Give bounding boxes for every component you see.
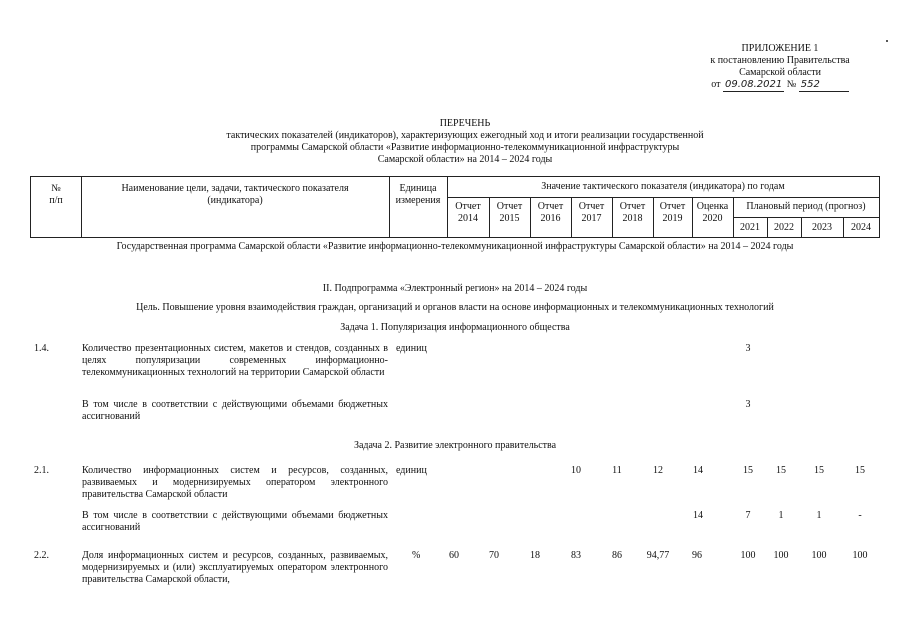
appendix-title: ПРИЛОЖЕНИЕ 1: [741, 43, 819, 54]
plan-year-2023: 2023: [812, 222, 832, 233]
value-2021: 3: [745, 399, 751, 410]
value-2015: 70: [489, 550, 499, 561]
value-2019: 14: [693, 465, 703, 476]
year-col-2016: Отчет 2016: [537, 201, 564, 224]
plan-year-2021: 2021: [740, 222, 760, 233]
value-2016: 10: [571, 465, 581, 476]
handwritten-date: 09.08.2021: [724, 79, 783, 90]
row-subindicator-name: В том числе в соответствии с действующими объемами бюджетных ассигнований: [82, 510, 388, 533]
col-values-header: Значение тактического показателя (индикатора) по годам: [541, 181, 785, 192]
value-2021: 7: [745, 510, 751, 521]
appendix-block: [660, 43, 900, 92]
row-unit: %: [412, 550, 421, 561]
row-number: 2.2.: [34, 550, 49, 561]
year-col-2018: Отчет 2018: [619, 201, 646, 224]
value-2022: 1: [778, 510, 784, 521]
value-2018: 86: [612, 550, 622, 561]
goal-heading: Цель. Повышение уровня взаимодействия граждан, организаций и органов власти на основе информационных и телекоммуникационных технологий: [136, 302, 774, 313]
appendix-region: Самарской области: [739, 67, 821, 78]
value-2020: 96: [692, 550, 702, 561]
value-2019: 14: [693, 510, 703, 521]
value-2024: -: [858, 510, 862, 521]
value-2021: 15: [743, 465, 753, 476]
task2-heading: Задача 2. Развитие электронного правительства: [353, 440, 557, 451]
plan-year-2024: 2024: [851, 222, 871, 233]
value-2017: 11: [612, 465, 622, 476]
plan-year-2022: 2022: [774, 222, 794, 233]
col-name-header: Наименование цели, задачи, тактического показателя (индикатора): [121, 183, 349, 206]
year-col-2014: Отчет 2014: [455, 201, 481, 224]
value-2021: 100: [740, 550, 756, 561]
year-col-2015: Отчет 2015: [496, 201, 523, 224]
title-line-4: Самарской области» на 2014 – 2024 годы: [377, 154, 553, 165]
value-2016: 18: [530, 550, 540, 561]
task1-heading: Задача 1. Популяризация информационного общества: [340, 322, 570, 333]
indicator-table-header: [30, 176, 880, 238]
divider: [447, 197, 879, 198]
value-2024: 100: [852, 550, 868, 561]
row-indicator-name: Количество информационных систем и ресурсов, созданных, развиваемых и модернизируемых оператором электронного правительства Самарской области: [82, 465, 388, 500]
value-2014: 60: [449, 550, 459, 561]
date-prefix: от: [711, 79, 721, 90]
scan-speck: [886, 40, 888, 42]
row-indicator-name: Количество презентационных систем, макетов и стендов, созданных в целях популяризации современных информационно-телекоммуникационных технологий на территории Самарской области: [82, 343, 388, 378]
row-number: 1.4.: [34, 343, 49, 354]
year-col-2017: Отчет 2017: [578, 201, 605, 224]
value-2023: 15: [814, 465, 824, 476]
appendix-date-line: [660, 79, 900, 92]
row-unit: единиц: [396, 465, 427, 476]
row-indicator-name: Доля информационных систем и ресурсов, созданных, развиваемых, модернизируемых и (или) эксплуатируемых оператором электронного правительства Самарской области,: [82, 550, 388, 585]
handwritten-number: 552: [799, 79, 849, 92]
value-2024: 15: [855, 465, 865, 476]
value-2023: 100: [811, 550, 827, 561]
row-subindicator-name: В том числе в соответствии с действующими объемами бюджетных ассигнований: [82, 399, 388, 422]
col-unit-header: Единица измерения: [395, 183, 441, 206]
program-heading: Государственная программа Самарской области «Развитие информационно-телекоммуникационной инфраструктуры Самарской области» на 2014 – 2024 годы: [116, 241, 794, 252]
divider: [733, 217, 879, 218]
value-2019: 94,77: [646, 550, 670, 561]
title-line-1: ПЕРЕЧЕНЬ: [439, 118, 491, 129]
appendix-resolution: к постановлению Правительства: [710, 55, 850, 66]
value-2022: 15: [776, 465, 786, 476]
row-number: 2.1.: [34, 465, 49, 476]
year-col-2020: Оценка 2020: [696, 201, 729, 224]
subprogram-heading: II. Подпрограмма «Электронный регион» на 2014 – 2024 годы: [322, 283, 588, 294]
document-title: [120, 118, 810, 166]
col-number-header: № п/п: [49, 183, 63, 206]
title-line-3: программы Самарской области «Развитие информационно-телекоммуникационной инфраструктуры: [250, 142, 680, 153]
value-2018: 12: [653, 465, 663, 476]
number-sign: №: [786, 79, 797, 90]
title-line-2: тактических показателей (индикаторов), характеризующих ежегодный ход и итоги реализации государственной: [226, 130, 704, 141]
plan-period-header: Плановый период (прогноз): [746, 201, 866, 212]
value-2021: 3: [745, 343, 751, 354]
value-2023: 1: [816, 510, 822, 521]
value-2017: 83: [571, 550, 581, 561]
value-2022: 100: [773, 550, 789, 561]
year-col-2019: Отчет 2019: [659, 201, 686, 224]
row-unit: единиц: [396, 343, 427, 354]
